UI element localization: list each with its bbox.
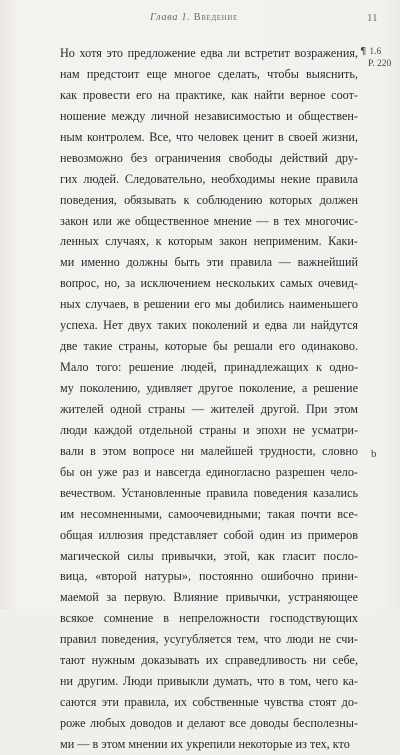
text-line: правил поведения, усугубляется тем, что люди не счи- xyxy=(60,632,358,647)
margin-note-b: b xyxy=(371,448,377,460)
text-line: им несомненными, самоочевидными; такая почти все- xyxy=(60,506,358,521)
text-line: саются эти правила, их собственные чувства стоят до- xyxy=(60,695,358,710)
page-number: 11 xyxy=(367,12,378,24)
text-line: общая иллюзия представляет собой один из примеров xyxy=(60,527,358,542)
text-line: всякое сомнение в непреложности господствующих xyxy=(60,611,358,626)
text-line: ленных случаях, к которым закон неприменим. Каки- xyxy=(60,234,358,249)
text-line: Но хотя это предложение едва ли встретит возражения, xyxy=(60,46,358,60)
text-line: поведения, обязывать к соблюдению которых должен xyxy=(60,192,358,207)
text-line: ни другим. Люди привыкли думать, что в том, чего ка- xyxy=(60,674,358,689)
text-line: закон или же общественное мнение — в тех многочис- xyxy=(60,213,358,228)
chapter-heading xyxy=(150,12,238,23)
margin-reference-line-2: P. 220 xyxy=(368,59,392,69)
text-line: успеха. Нет двух таких поколений и едва ли найдутся xyxy=(60,318,358,333)
text-line: гих людей. Следовательно, необходимы некие правила xyxy=(60,171,358,186)
text-line: ми именно должны быть эти правила — важнейший xyxy=(60,255,358,270)
chapter-label: Глава 1. xyxy=(150,12,191,23)
text-line: нам предстоит еще многое сделать, чтобы выяснить, xyxy=(60,66,358,81)
text-line: вица, «второй натуры», постоянно ошибочно прини- xyxy=(60,569,358,584)
text-line: невозможно без ограничения свободы действий дру- xyxy=(60,150,358,165)
text-line: магической силы привычки, этой, как гласит посло- xyxy=(60,548,358,563)
margin-reference xyxy=(360,46,391,70)
body-text xyxy=(60,43,358,755)
text-line: жителей одной страны — жителей другой. При этом xyxy=(60,401,358,416)
text-line: ным контролем. Все, что человек ценит в своей жизни, xyxy=(60,129,358,144)
text-line: тают нужным доказывать их справедливость ни себе, xyxy=(60,653,358,668)
text-line: две такие страны, которые бы решали его одинаково. xyxy=(60,339,358,354)
text-line: люди каждой отдельной страны и эпохи не усматри- xyxy=(60,422,358,437)
text-line: как провести его на практике, как найти верное соот- xyxy=(60,87,358,102)
text-line: му поколению, удивляет другое поколение, а решение xyxy=(60,381,358,395)
text-line: вали в этом вопросе ни малейшей трудности, словно xyxy=(60,443,358,458)
text-line: ных случаев, в решении его мы добились наименьшего xyxy=(60,297,358,312)
text-line: маемой за первую. Влияние привычки, устраняющее xyxy=(60,590,358,605)
chapter-title: Введение xyxy=(193,12,238,23)
running-head xyxy=(0,12,400,28)
text-line: вопрос, но, за исключением нескольких самых очевид- xyxy=(60,276,358,291)
text-line: бы он уже раз и навсегда единогласно разрешен чело- xyxy=(60,464,358,479)
margin-reference-line-1: ¶ 1.6 xyxy=(360,46,382,57)
text-line: Мало того: решение людей, принадлежащих к одно- xyxy=(60,360,358,375)
text-line: роже любых доводов и делают все доводы бесполезны- xyxy=(60,716,358,730)
text-line: вечеством. Установленные правила поведения казались xyxy=(60,485,358,500)
text-line: ношение между личной независимостью и обществен- xyxy=(60,108,358,123)
paragraph-mark-icon: ¶ xyxy=(360,46,367,57)
text-line: ми — в этом мнении их укрепили некоторые из тех, кто xyxy=(60,736,350,751)
